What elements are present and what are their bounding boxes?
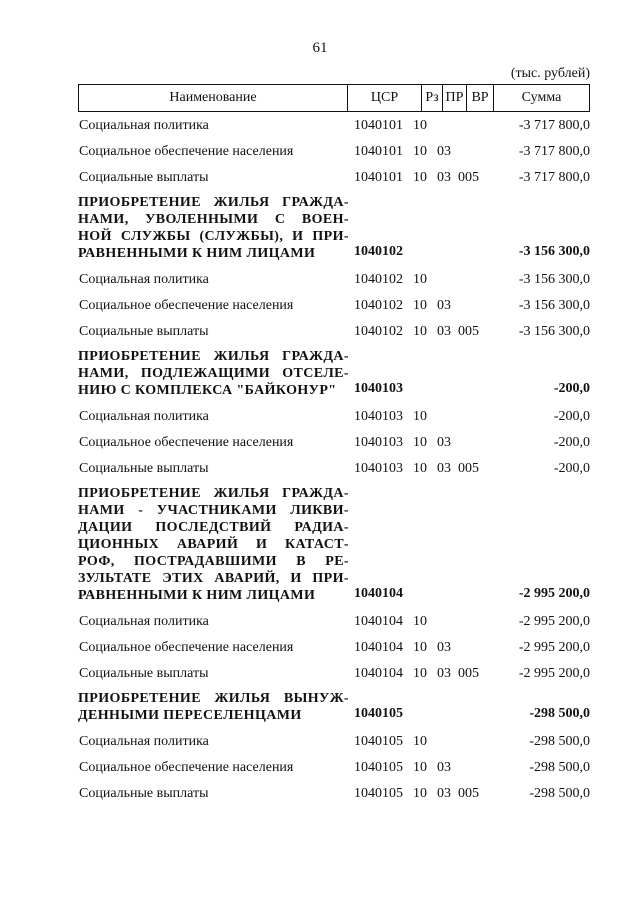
- row-sum: -2 995 200,0: [518, 666, 590, 681]
- row-sum: -200,0: [553, 409, 590, 424]
- program-heading: [78, 485, 349, 604]
- row-name: Социальное обеспечение населения: [79, 144, 294, 159]
- table-row: [78, 634, 590, 660]
- program-heading-line: ЦИОННЫХ АВАРИЙ И КАТАСТ-: [78, 537, 349, 552]
- row-rz: 10: [413, 324, 427, 339]
- header-sum: Сумма: [493, 85, 589, 111]
- row-sum: -200,0: [553, 461, 590, 476]
- row-pr: 03: [437, 324, 451, 339]
- row-name: Социальное обеспечение населения: [79, 760, 294, 775]
- program-heading: [78, 690, 349, 724]
- row-name: Социальная политика: [79, 272, 209, 287]
- row-csr: 1040103: [354, 461, 403, 476]
- table-row: [78, 266, 590, 292]
- table-row-heading: [78, 190, 590, 266]
- row-rz: 10: [413, 461, 427, 476]
- program-heading-line: ПРИОБРЕТЕНИЕ ЖИЛЬЯ ГРАЖДА-: [78, 349, 349, 364]
- row-sum: -3 156 300,0: [518, 272, 590, 287]
- row-rz: 10: [413, 734, 427, 749]
- program-heading: [78, 194, 349, 262]
- row-csr: 1040104: [354, 640, 403, 655]
- program-heading: [78, 348, 349, 399]
- header-pr: ПР: [442, 85, 466, 111]
- table-row: [78, 780, 590, 806]
- row-sum: -2 995 200,0: [518, 614, 590, 629]
- row-csr: 1040102: [354, 298, 403, 313]
- row-name: Социальные выплаты: [79, 461, 209, 476]
- table-row: [78, 318, 590, 344]
- row-sum: -200,0: [553, 435, 590, 450]
- program-heading-line: ЗУЛЬТАТЕ ЭТИХ АВАРИЙ, И ПРИ-: [78, 571, 349, 586]
- row-name: Социальные выплаты: [79, 786, 209, 801]
- row-csr: 1040101: [354, 118, 403, 133]
- row-name: Социальная политика: [79, 409, 209, 424]
- table-row: [78, 164, 590, 190]
- row-sum: -3 717 800,0: [518, 170, 590, 185]
- row-pr: 03: [437, 760, 451, 775]
- program-heading-line: НАМИ, УВОЛЕННЫМИ С ВОЕН-: [78, 212, 349, 227]
- row-rz: 10: [413, 435, 427, 450]
- row-name: Социальное обеспечение населения: [79, 435, 294, 450]
- program-heading-line: ПРИОБРЕТЕНИЕ ЖИЛЬЯ ГРАЖДА-: [78, 195, 349, 210]
- row-csr: 1040101: [354, 144, 403, 159]
- table-row: [78, 112, 590, 138]
- row-rz: 10: [413, 272, 427, 287]
- row-rz: 10: [413, 666, 427, 681]
- table-row: [78, 292, 590, 318]
- row-sum: -298 500,0: [529, 760, 590, 775]
- row-name: Социальное обеспечение населения: [79, 640, 294, 655]
- units-label: (тыс. рублей): [510, 66, 590, 81]
- header-csr: ЦСР: [347, 85, 421, 111]
- table-row: [78, 138, 590, 164]
- table-row: [78, 728, 590, 754]
- program-heading-line: НАМИ, ПОДЛЕЖАЩИМИ ОТСЕЛЕ-: [78, 366, 349, 381]
- table-row: [78, 754, 590, 780]
- row-name: Социальная политика: [79, 734, 209, 749]
- row-name: Социальная политика: [79, 614, 209, 629]
- row-csr: 1040103: [354, 409, 403, 424]
- row-vr: 005: [458, 461, 479, 476]
- row-vr: 005: [458, 786, 479, 801]
- program-heading-line: НАМИ - УЧАСТНИКАМИ ЛИКВИ-: [78, 503, 349, 518]
- row-sum: -2 995 200,0: [518, 586, 590, 601]
- header-rz: Рз: [421, 85, 442, 111]
- row-pr: 03: [437, 666, 451, 681]
- row-pr: 03: [437, 640, 451, 655]
- table-row-heading: [78, 344, 590, 403]
- program-heading-line: ДАЦИИ ПОСЛЕДСТВИЙ РАДИА-: [78, 520, 349, 535]
- row-csr: 1040102: [354, 272, 403, 287]
- row-pr: 03: [437, 461, 451, 476]
- row-name: Социальное обеспечение населения: [79, 298, 294, 313]
- page-number: 61: [312, 40, 328, 56]
- budget-table: [78, 84, 590, 806]
- table-row: [78, 455, 590, 481]
- row-sum: -200,0: [553, 381, 590, 396]
- row-pr: 03: [437, 298, 451, 313]
- table-header: [78, 84, 590, 112]
- row-csr: 1040103: [354, 381, 403, 396]
- table-body: [78, 112, 590, 806]
- row-csr: 1040102: [354, 324, 403, 339]
- row-rz: 10: [413, 614, 427, 629]
- row-sum: -3 156 300,0: [518, 324, 590, 339]
- header-vr: ВР: [466, 85, 493, 111]
- row-csr: 1040103: [354, 435, 403, 450]
- row-sum: -3 156 300,0: [518, 298, 590, 313]
- row-name: Социальные выплаты: [79, 170, 209, 185]
- program-heading-line: РАВНЕННЫМИ К НИМ ЛИЦАМИ: [78, 588, 316, 603]
- row-sum: -298 500,0: [529, 706, 590, 721]
- row-rz: 10: [413, 170, 427, 185]
- row-name: Социальные выплаты: [79, 666, 209, 681]
- program-heading-line: РАВНЕННЫМИ К НИМ ЛИЦАМИ: [78, 246, 316, 261]
- program-heading-line: ПРИОБРЕТЕНИЕ ЖИЛЬЯ ГРАЖДА-: [78, 486, 349, 501]
- row-name: Социальная политика: [79, 118, 209, 133]
- row-csr: 1040101: [354, 170, 403, 185]
- row-pr: 03: [437, 144, 451, 159]
- table-row: [78, 403, 590, 429]
- row-rz: 10: [413, 298, 427, 313]
- row-sum: -2 995 200,0: [518, 640, 590, 655]
- row-csr: 1040104: [354, 614, 403, 629]
- row-csr: 1040104: [354, 586, 403, 601]
- row-rz: 10: [413, 409, 427, 424]
- row-rz: 10: [413, 760, 427, 775]
- header-name: Наименование: [169, 90, 257, 105]
- table-row-heading: [78, 686, 590, 728]
- row-csr: 1040105: [354, 786, 403, 801]
- row-rz: 10: [413, 786, 427, 801]
- row-vr: 005: [458, 170, 479, 185]
- table-row-heading: [78, 481, 590, 608]
- program-heading-line: ДЕННЫМИ ПЕРЕСЕЛЕНЦАМИ: [78, 708, 302, 723]
- row-sum: -3 156 300,0: [518, 244, 590, 259]
- program-heading-line: НОЙ СЛУЖБЫ (СЛУЖБЫ), И ПРИ-: [78, 229, 349, 244]
- row-sum: -3 717 800,0: [518, 118, 590, 133]
- program-heading-line: РОФ, ПОСТРАДАВШИМИ В РЕ-: [78, 554, 349, 569]
- table-row: [78, 660, 590, 686]
- row-sum: -298 500,0: [529, 786, 590, 801]
- row-sum: -3 717 800,0: [518, 144, 590, 159]
- row-csr: 1040104: [354, 666, 403, 681]
- row-name: Социальные выплаты: [79, 324, 209, 339]
- row-rz: 10: [413, 144, 427, 159]
- row-pr: 03: [437, 435, 451, 450]
- row-pr: 03: [437, 170, 451, 185]
- row-sum: -298 500,0: [529, 734, 590, 749]
- program-heading-line: ПРИОБРЕТЕНИЕ ЖИЛЬЯ ВЫНУЖ-: [78, 691, 349, 706]
- row-rz: 10: [413, 640, 427, 655]
- table-row: [78, 429, 590, 455]
- row-rz: 10: [413, 118, 427, 133]
- table-row: [78, 608, 590, 634]
- program-heading-line: НИЮ С КОМПЛЕКСА "БАЙКОНУР": [78, 383, 337, 398]
- row-csr: 1040105: [354, 760, 403, 775]
- row-csr: 1040102: [354, 244, 403, 259]
- row-csr: 1040105: [354, 734, 403, 749]
- row-pr: 03: [437, 786, 451, 801]
- row-csr: 1040105: [354, 706, 403, 721]
- row-vr: 005: [458, 666, 479, 681]
- row-vr: 005: [458, 324, 479, 339]
